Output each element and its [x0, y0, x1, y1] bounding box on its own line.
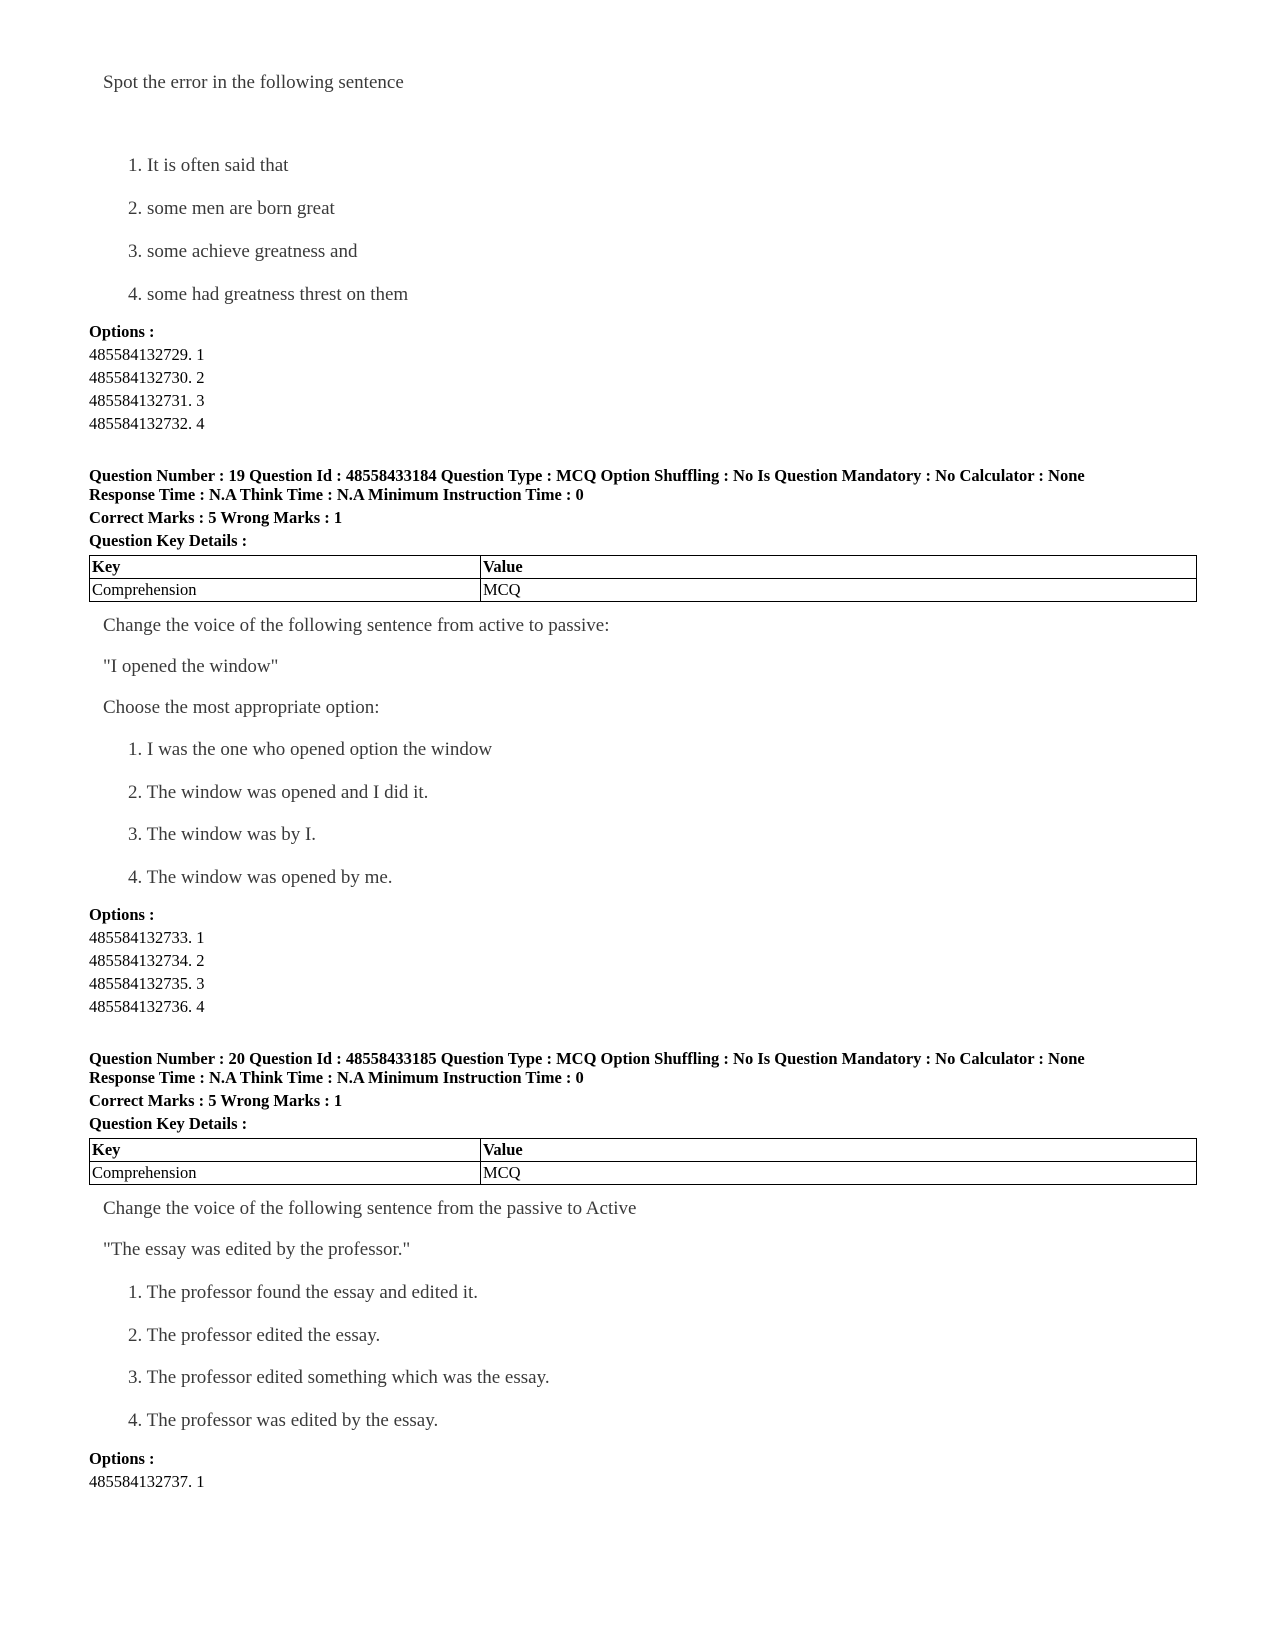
question-key-table [89, 1138, 1197, 1185]
table-cell-key: Comprehension [90, 1162, 481, 1185]
question-prompt: Change the voice of the following sentence from active to passive: [103, 615, 610, 636]
table-header-value: Value [481, 556, 1197, 579]
sentence-part: 3. some achieve greatness and [128, 241, 358, 262]
answer-choice: 2. The professor edited the essay. [128, 1325, 381, 1346]
question-marks: Correct Marks : 5 Wrong Marks : 1 [89, 508, 343, 527]
options-label: Options : [89, 1449, 155, 1468]
table-cell-value: MCQ [481, 1162, 1197, 1185]
option-entry: 485584132732. 4 [89, 414, 205, 433]
question-prompt: Spot the error in the following sentence [103, 72, 404, 93]
question-quote: "I opened the window" [103, 656, 279, 677]
answer-choice: 1. I was the one who opened option the window [128, 739, 493, 760]
option-entry: 485584132736. 4 [89, 997, 205, 1016]
sentence-part: 2. some men are born great [128, 198, 335, 219]
options-label: Options : [89, 905, 155, 924]
option-entry: 485584132737. 1 [89, 1472, 205, 1491]
question-meta-line1: Question Number : 20 Question Id : 48558433185 Question Type : MCQ Option Shuffling : No Is Question Mandatory : No Calculator : None [89, 1049, 1085, 1068]
sentence-part: 1. It is often said that [128, 155, 289, 176]
answer-choice: 3. The professor edited something which was the essay. [128, 1367, 550, 1388]
question-key-details-label: Question Key Details : [89, 1114, 248, 1133]
table-cell-value: MCQ [481, 579, 1197, 602]
answer-choice: 4. The professor was edited by the essay. [128, 1410, 439, 1431]
option-entry: 485584132729. 1 [89, 345, 205, 364]
sentence-part: 4. some had greatness threst on them [128, 284, 409, 305]
table-header-key: Key [90, 1139, 481, 1162]
question-meta-line2: Response Time : N.A Think Time : N.A Minimum Instruction Time : 0 [89, 485, 584, 504]
table-row [90, 579, 1197, 602]
table-header-key: Key [90, 556, 481, 579]
question-prompt: Change the voice of the following sentence from the passive to Active [103, 1198, 637, 1219]
answer-choice: 3. The window was by I. [128, 824, 317, 845]
answer-choice: 4. The window was opened by me. [128, 867, 393, 888]
table-header-row [90, 1139, 1197, 1162]
option-entry: 485584132735. 3 [89, 974, 205, 993]
options-label: Options : [89, 322, 155, 341]
question-instruction: Choose the most appropriate option: [103, 697, 380, 718]
question-marks: Correct Marks : 5 Wrong Marks : 1 [89, 1091, 343, 1110]
answer-choice: 2. The window was opened and I did it. [128, 782, 429, 803]
table-header-row [90, 556, 1197, 579]
table-row [90, 1162, 1197, 1185]
answer-choice: 1. The professor found the essay and edited it. [128, 1282, 479, 1303]
question-quote: "The essay was edited by the professor." [103, 1239, 411, 1260]
option-entry: 485584132731. 3 [89, 391, 205, 410]
table-header-value: Value [481, 1139, 1197, 1162]
question-meta-line1: Question Number : 19 Question Id : 48558433184 Question Type : MCQ Option Shuffling : No Is Question Mandatory : No Calculator : None [89, 466, 1085, 485]
table-cell-key: Comprehension [90, 579, 481, 602]
question-key-details-label: Question Key Details : [89, 531, 248, 550]
option-entry: 485584132733. 1 [89, 928, 205, 947]
option-entry: 485584132730. 2 [89, 368, 205, 387]
option-entry: 485584132734. 2 [89, 951, 205, 970]
question-key-table [89, 555, 1197, 602]
question-meta-line2: Response Time : N.A Think Time : N.A Minimum Instruction Time : 0 [89, 1068, 584, 1087]
